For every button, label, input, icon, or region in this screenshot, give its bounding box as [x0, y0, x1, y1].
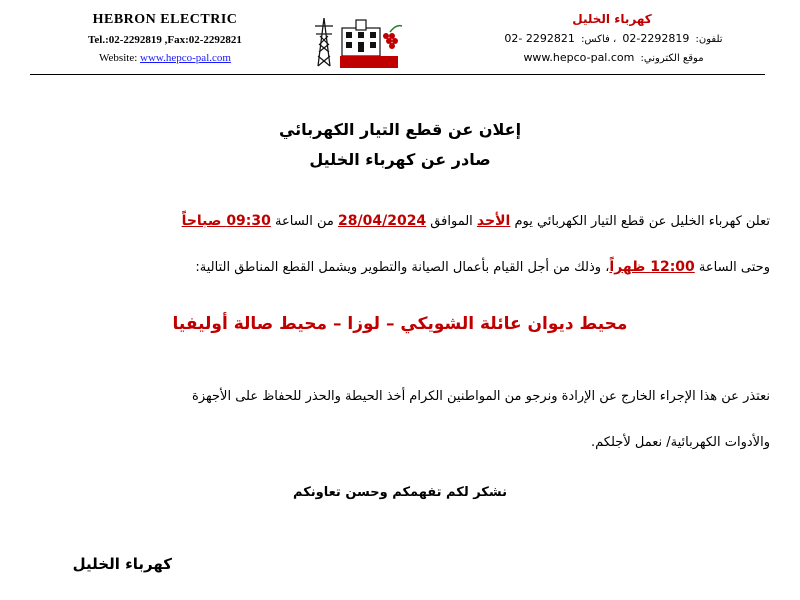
notice-title: إعلان عن قطع التيار الكهربائي	[278, 120, 522, 139]
signature: كهرباء الخليل	[72, 555, 172, 573]
logo-banner	[340, 56, 398, 68]
company-name-ar: كهرباء الخليل	[572, 12, 652, 26]
fax-number-ar: 2292821 -02	[504, 32, 575, 45]
outage-date: 28/04/2024	[338, 213, 427, 229]
notice-paragraph-line2	[30, 258, 770, 277]
p2-text-a: وحتى الساعة	[694, 260, 770, 275]
thanks-line: نشكر لكم تفهمكم وحسن تعاونكم	[293, 485, 507, 500]
affected-areas: محيط ديوان عائلة الشويكي – لوزا – محيط صالة أوليفيا	[172, 314, 628, 334]
tower-icon	[315, 18, 333, 66]
p2-text-b: ، وذلك من أجل القيام بأعمال الصيانة والتطوير ويشمل القطع المناطق التالية:	[195, 260, 610, 275]
p1-text-c: من الساعة	[270, 214, 339, 229]
grapes-icon	[383, 26, 402, 49]
fax-label-ar: ، فاكس:	[581, 34, 617, 45]
website-link-ar[interactable]: www.hepco-pal.com	[523, 51, 635, 64]
phone-fax-ar	[462, 32, 762, 45]
apology-line2: والأدوات الكهربائية/ نعمل لأجلكم.	[591, 435, 770, 450]
website-line-ar	[462, 51, 762, 64]
building-icon	[342, 20, 380, 56]
outage-end-time: 12:00 ظهراً	[609, 259, 695, 275]
header-arabic	[462, 12, 762, 64]
website-line-en	[40, 52, 290, 64]
website-label-en: Website:	[99, 52, 138, 64]
header-divider	[30, 74, 765, 75]
p1-text-a: تعلن كهرباء الخليل عن قطع التيار الكهربائي يوم	[510, 214, 770, 229]
header-english	[40, 12, 290, 64]
phone-number-ar: 2292819-02	[622, 32, 690, 45]
phone-label-ar: تلفون:	[695, 34, 723, 45]
website-link-en[interactable]: www.hepco-pal.com	[140, 52, 231, 64]
notice-paragraph-line1	[30, 212, 770, 231]
outage-day: الأحد	[476, 213, 511, 229]
outage-start-time: 09:30 صباحاً	[181, 213, 271, 229]
phone-fax-en: Tel.:02-2292819 ,Fax:02-2292821	[88, 34, 242, 46]
website-label-ar: موقع الكتروني:	[640, 53, 704, 64]
company-logo	[312, 14, 442, 74]
apology-line1: نعتذر عن هذا الإجراء الخارج عن الإرادة ونرجو من المواطنين الكرام أخذ الحيطة والحذر للحفاظ على الأجهزة	[192, 389, 770, 404]
company-name-en: HEBRON ELECTRIC	[92, 12, 238, 27]
logo-graphic	[312, 14, 442, 74]
p1-text-b: الموافق	[426, 214, 477, 229]
notice-subtitle: صادر عن كهرباء الخليل	[309, 150, 491, 169]
